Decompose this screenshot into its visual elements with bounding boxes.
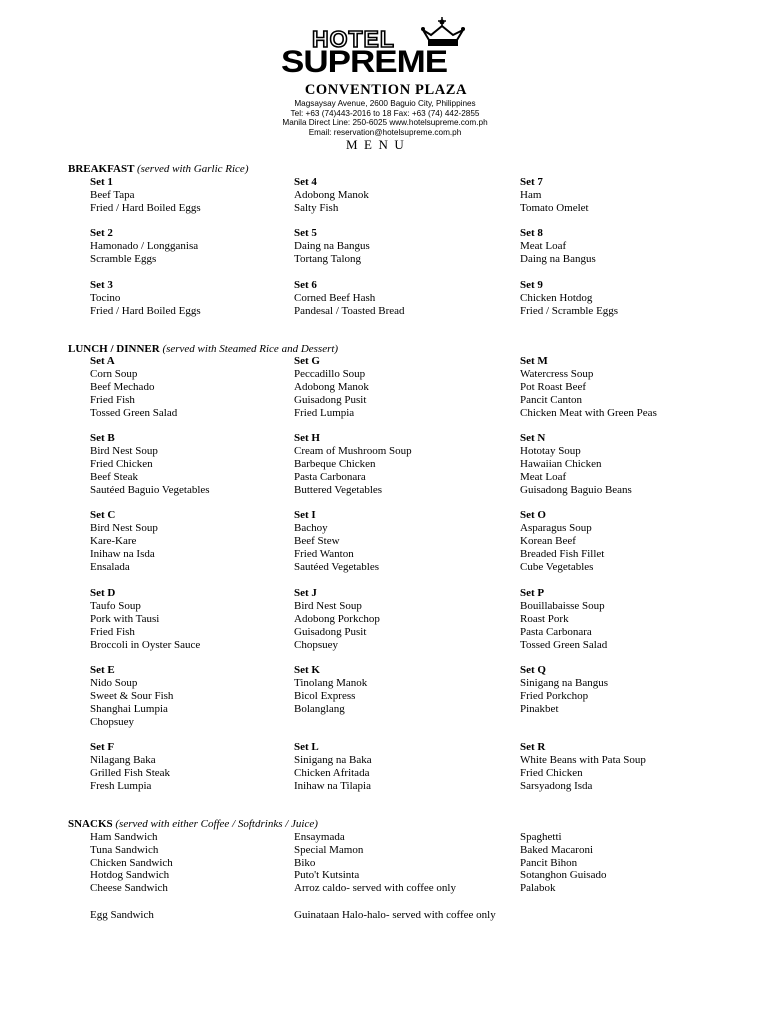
set-label: Set H (294, 432, 320, 445)
menu-item: Fried Wanton (294, 548, 354, 561)
menu-item: Guisadong Pusit (294, 625, 367, 638)
menu-item: Peccadillo Soup (294, 368, 366, 380)
menu-item: Pandesal / Toasted Bread (294, 304, 405, 317)
set-label: Set M (520, 355, 548, 367)
snack-item: Ensaymada (294, 831, 345, 843)
menu-set (520, 664, 608, 716)
menu-item: Chicken Meat with Green Peas (520, 407, 657, 419)
menu-item: Fried / Hard Boiled Eggs (90, 304, 201, 317)
menu-item: Fried Chicken (520, 767, 583, 779)
menu-item: Fried Lumpia (294, 407, 355, 419)
snack-item: Biko (294, 856, 316, 869)
snack-item: Baked Macaroni (520, 843, 593, 856)
menu-item: Guisadong Baguio Beans (520, 484, 632, 497)
menu-item: Tinolang Manok (294, 676, 368, 689)
menu-item: Fried / Scramble Eggs (520, 304, 619, 317)
menu-item: Barbeque Chicken (294, 458, 376, 471)
menu-item: Bouillabaisse Soup (520, 599, 605, 612)
menu-item: Nido Soup (90, 676, 138, 689)
menu-set (90, 509, 158, 574)
snack-item: Guinataan Halo-halo- served with coffee only (294, 909, 496, 921)
set-label: Set 8 (520, 227, 543, 240)
menu-item: Pinakbet (520, 702, 559, 715)
menu-item: Bicol Express (294, 689, 356, 702)
menu-set (294, 227, 370, 266)
menu-set (90, 355, 177, 420)
snack-item: Tuna Sandwich (90, 843, 159, 856)
address-line: Email: reservation@hotelsupreme.com.ph (308, 127, 462, 137)
menu-item: Korean Beef (520, 535, 576, 548)
menu-item: Breaded Fish Fillet (520, 548, 605, 561)
menu-item: Grilled Fish Steak (90, 767, 171, 779)
menu-item: Hamonado / Longganisa (90, 240, 199, 253)
menu-item: Bachoy (294, 522, 328, 535)
menu-item: Sinigang na Baka (294, 754, 372, 766)
menu-item: Daing na Bangus (520, 253, 596, 266)
menu-item: Bird Nest Soup (90, 445, 158, 458)
hotel-logo (281, 16, 491, 86)
menu-item: Scramble Eggs (90, 253, 157, 266)
menu-item: Tocino (90, 291, 121, 304)
menu-item: Corned Beef Hash (294, 291, 376, 304)
menu-item: Roast Pork (520, 612, 569, 625)
menu-item: Sweet & Sour Fish (90, 689, 174, 702)
menu-set (520, 279, 618, 318)
address-line: Tel: +63 (74)443-2016 to 18 Fax: +63 (74) 442-2855 (290, 108, 480, 118)
snack-item: Chicken Sandwich (90, 856, 173, 869)
menu-item: Chicken Afritada (294, 767, 370, 779)
menu-item: Adobong Manok (294, 189, 369, 201)
menu-set (294, 664, 367, 716)
snacks-note: (served with either Coffee / Softdrinks / Juice) (115, 818, 318, 830)
set-label: Set C (90, 509, 116, 522)
lunch-title-text: LUNCH / DINNER (68, 343, 160, 355)
lunch-title (68, 343, 338, 355)
menu-set (90, 741, 170, 793)
menu-item: Kare-Kare (90, 535, 137, 548)
menu-item: Tossed Green Salad (520, 638, 608, 651)
set-label: Set K (294, 663, 320, 676)
menu-item: Inihaw na Isda (90, 548, 155, 561)
menu-item: Beef Stew (294, 535, 340, 548)
menu-set (294, 176, 369, 215)
snack-item: Palabok (520, 882, 556, 895)
snacks-title (68, 818, 318, 830)
menu-set (90, 587, 200, 652)
menu-set (294, 509, 379, 574)
menu-title: MENU (346, 137, 411, 152)
menu-item: Ham (520, 189, 542, 201)
snack-item: Pancit Bihon (520, 856, 578, 869)
menu-item: Meat Loaf (520, 471, 567, 484)
menu-item: Pancit Canton (520, 394, 583, 406)
menu-item: Sautéed Baguio Vegetables (90, 484, 210, 497)
lunch-note: (served with Steamed Rice and Dessert) (162, 343, 339, 355)
menu-set (520, 432, 632, 497)
menu-set (90, 176, 201, 215)
menu-item: Beef Steak (90, 471, 138, 484)
menu-item: Fried Porkchop (520, 689, 589, 702)
menu-item: Meat Loaf (520, 240, 567, 253)
snack-item: Egg Sandwich (90, 909, 154, 921)
menu-item: Pasta Carbonara (520, 625, 592, 638)
set-label: Set D (90, 586, 116, 599)
menu-item: Pot Roast Beef (520, 381, 586, 393)
menu-item: Daing na Bangus (294, 240, 370, 253)
snack-item: Cheese Sandwich (90, 882, 168, 895)
menu-item: Salty Fish (294, 202, 339, 214)
menu-set (294, 587, 380, 652)
set-label: Set E (90, 663, 115, 676)
menu-item: Taufo Soup (90, 599, 141, 612)
menu-set (520, 176, 589, 215)
menu-item: Bolanglang (294, 702, 345, 715)
menu-set (520, 227, 596, 266)
breakfast-note: (served with Garlic Rice) (136, 163, 249, 175)
menu-item: Fried Fish (90, 625, 135, 638)
menu-item: Broccoli in Oyster Sauce (90, 638, 201, 651)
snacks-title-text: SNACKS (68, 818, 113, 830)
snack-item: Hotdog Sandwich (90, 869, 170, 882)
menu-set (520, 509, 604, 574)
menu-item: Cube Vegetables (520, 561, 594, 574)
breakfast-title-text: BREAKFAST (68, 163, 135, 175)
menu-item: Adobong Porkchop (294, 612, 380, 625)
set-label: Set P (520, 586, 545, 599)
logo-supreme-text: SUPREME (281, 44, 448, 80)
menu-item: Bird Nest Soup (90, 522, 158, 535)
menu-item: Fresh Lumpia (90, 780, 152, 792)
menu-item: Buttered Vegetables (294, 484, 383, 497)
menu-set (90, 432, 210, 497)
set-label: Set 2 (90, 227, 113, 240)
menu-item: Hawaiian Chicken (520, 458, 602, 471)
set-label: Set L (294, 741, 319, 753)
menu-item: Inihaw na Tilapia (294, 780, 371, 792)
set-label: Set O (520, 509, 546, 522)
menu-set (520, 355, 657, 420)
menu-set (520, 587, 607, 652)
menu-item: Beef Tapa (90, 189, 135, 201)
set-label: Set F (90, 741, 115, 753)
menu-set (90, 664, 173, 729)
menu-item: Fried Fish (90, 394, 135, 406)
menu-item: Tortang Talong (294, 253, 361, 266)
menu-set (90, 279, 201, 318)
menu-item: Guisadong Pusit (294, 394, 367, 406)
set-label: Set Q (520, 663, 546, 676)
set-label: Set R (520, 741, 546, 753)
set-label: Set G (294, 355, 320, 367)
crown-icon (419, 16, 465, 48)
menu-item: Asparagus Soup (520, 522, 592, 535)
menu-item: Ensalada (90, 561, 130, 574)
menu-item: Beef Mechado (90, 381, 155, 393)
set-label: Set B (90, 432, 115, 445)
menu-item: Corn Soup (90, 368, 138, 380)
menu-item: Bird Nest Soup (294, 599, 362, 612)
menu-item: Sarsyadong Isda (520, 780, 593, 792)
menu-item: Watercress Soup (520, 368, 594, 380)
menu-item: Sinigang na Bangus (520, 676, 608, 689)
menu-item: Adobong Manok (294, 381, 369, 393)
menu-item: White Beans with Pata Soup (520, 754, 646, 766)
breakfast-title (68, 163, 248, 175)
menu-set (294, 741, 372, 793)
menu-set (294, 432, 412, 497)
snack-item: Spaghetti (520, 831, 562, 843)
menu-item: Chicken Hotdog (520, 291, 593, 304)
logo-hotel-text: HOTEL (312, 26, 395, 52)
address-line: Manila Direct Line: 250-6025 www.hotelsupreme.com.ph (282, 118, 488, 128)
menu-item: Hototay Soup (520, 445, 581, 458)
snack-item: Special Mamon (294, 843, 364, 856)
set-label: Set 6 (294, 278, 317, 291)
menu-item: Sautéed Vegetables (294, 561, 380, 574)
menu-item: Shanghai Lumpia (90, 702, 168, 715)
menu-item: Chopsuey (90, 715, 134, 728)
menu-item: Tomato Omelet (520, 202, 589, 214)
set-label: Set A (90, 355, 115, 367)
snack-item: Sotanghon Guisado (520, 869, 607, 882)
set-label: Set 4 (294, 176, 317, 188)
menu-item: Fried Chicken (90, 458, 153, 471)
snack-item: Arroz caldo- served with coffee only (294, 882, 456, 895)
set-label: Set 5 (294, 227, 317, 240)
menu-set (90, 227, 198, 266)
set-label: Set 7 (520, 176, 543, 188)
menu-item: Tossed Green Salad (90, 407, 178, 419)
address-line: Magsaysay Avenue, 2600 Baguio City, Philippines (294, 99, 476, 108)
menu-set (294, 279, 405, 318)
set-label: Set J (294, 586, 317, 599)
menu-item: Fried / Hard Boiled Eggs (90, 202, 201, 214)
menu-item: Pasta Carbonara (294, 471, 366, 484)
menu-set (294, 355, 369, 420)
menu-set (520, 741, 646, 793)
address-block (260, 99, 510, 137)
convention-plaza-title: CONVENTION PLAZA (304, 82, 468, 98)
set-label: Set N (520, 432, 546, 445)
menu-item: Chopsuey (294, 638, 338, 651)
set-label: Set 9 (520, 278, 543, 291)
set-label: Set 3 (90, 278, 113, 291)
set-label: Set 1 (90, 176, 113, 188)
set-label: Set I (294, 509, 316, 522)
menu-item: Pork with Tausi (90, 612, 160, 625)
snack-item: Ham Sandwich (90, 831, 158, 843)
snack-item: Puto't Kutsinta (294, 869, 360, 882)
menu-item: Cream of Mushroom Soup (294, 445, 412, 458)
menu-item: Nilagang Baka (90, 754, 156, 766)
